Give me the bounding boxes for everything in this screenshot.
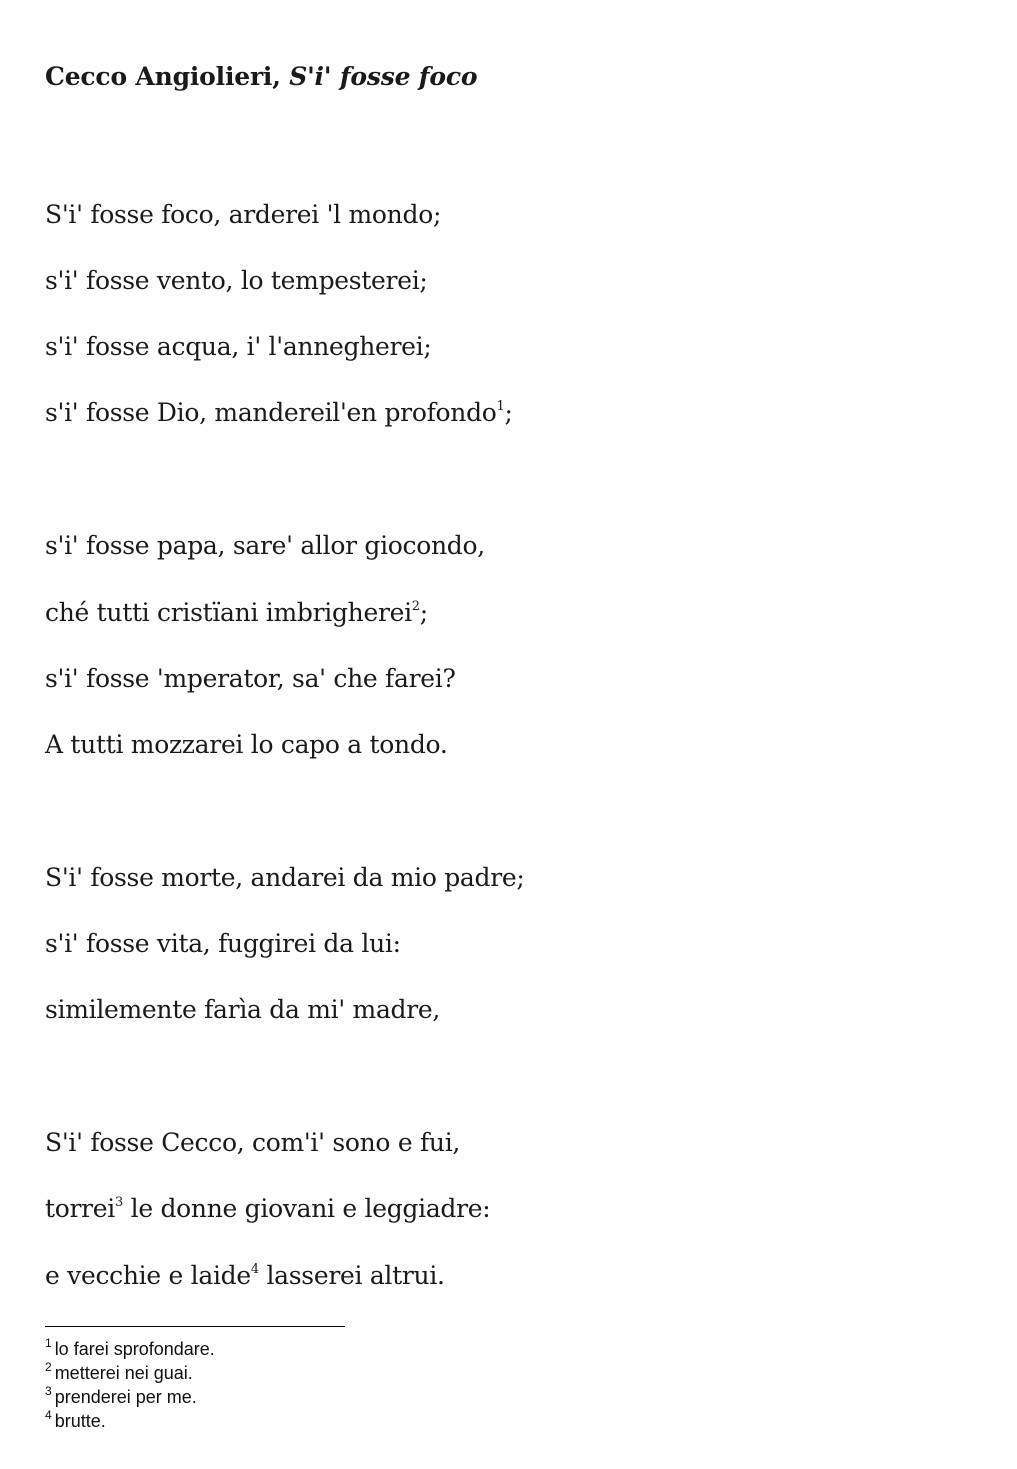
poem-line-9: S'i' fosse morte, andarei da mio padre; xyxy=(45,863,525,892)
poem-line-3: s'i' fosse acqua, i' l'annegherei; xyxy=(45,332,432,361)
poem-line-14-text: e vecchie e laide xyxy=(45,1261,251,1290)
footnote-1 xyxy=(45,1336,215,1360)
poem-line-6 xyxy=(45,598,428,627)
poem-line-12: S'i' fosse Cecco, com'i' sono e fui, xyxy=(45,1128,461,1157)
poem-line-8: A tutti mozzarei lo capo a tondo. xyxy=(45,730,448,759)
footnote-ref-3: 3 xyxy=(115,1195,123,1210)
poem-line-4 xyxy=(45,398,513,427)
poem-line-2: s'i' fosse vento, lo tempesterei; xyxy=(45,266,428,295)
poem-line-4-text: s'i' fosse Dio, mandereil'en profondo xyxy=(45,398,497,427)
poem-line-7: s'i' fosse 'mperator, sa' che farei? xyxy=(45,664,456,693)
poem-line-13-end: le donne giovani e leggiadre: xyxy=(122,1194,491,1223)
poem-line-5: s'i' fosse papa, sare' allor giocondo, xyxy=(45,531,485,560)
poem-line-6-text: ché tutti cristïani imbrigherei xyxy=(45,598,412,627)
footnote-4-text: brutte. xyxy=(54,1411,106,1431)
poem-line-10: s'i' fosse vita, fuggirei da lui: xyxy=(45,929,401,958)
footnote-ref-1: 1 xyxy=(496,399,505,414)
poem-line-1: S'i' fosse foco, arderei 'l mondo; xyxy=(45,200,442,229)
poem-line-14 xyxy=(45,1261,445,1290)
title-work: S'i' fosse foco xyxy=(289,62,478,91)
footnote-2 xyxy=(45,1360,193,1384)
poem-line-13 xyxy=(45,1194,490,1223)
footnote-3 xyxy=(45,1384,197,1408)
footnote-4 xyxy=(45,1408,106,1432)
document-title xyxy=(45,62,477,91)
footnote-3-number: 3 xyxy=(45,1384,52,1398)
title-author: Cecco Angiolieri, xyxy=(45,62,281,91)
footnote-3-text: prenderei per me. xyxy=(54,1387,197,1407)
poem-line-4-end: ; xyxy=(504,398,513,427)
footnote-ref-2: 2 xyxy=(411,599,420,614)
poem-line-14-end: lasserei altrui. xyxy=(258,1261,445,1290)
poem-line-13-text: torrei xyxy=(45,1194,115,1223)
footnote-4-number: 4 xyxy=(45,1408,52,1422)
footnote-1-text: lo farei sprofondare. xyxy=(54,1339,215,1359)
footnote-1-number: 1 xyxy=(45,1336,52,1350)
footnote-separator xyxy=(45,1326,345,1327)
poem-line-11: similemente farìa da mi' madre, xyxy=(45,995,441,1024)
footnote-ref-4: 4 xyxy=(250,1262,259,1277)
footnote-2-text: metterei nei guai. xyxy=(54,1363,193,1383)
footnote-2-number: 2 xyxy=(45,1360,52,1374)
poem-line-6-end: ; xyxy=(419,598,428,627)
